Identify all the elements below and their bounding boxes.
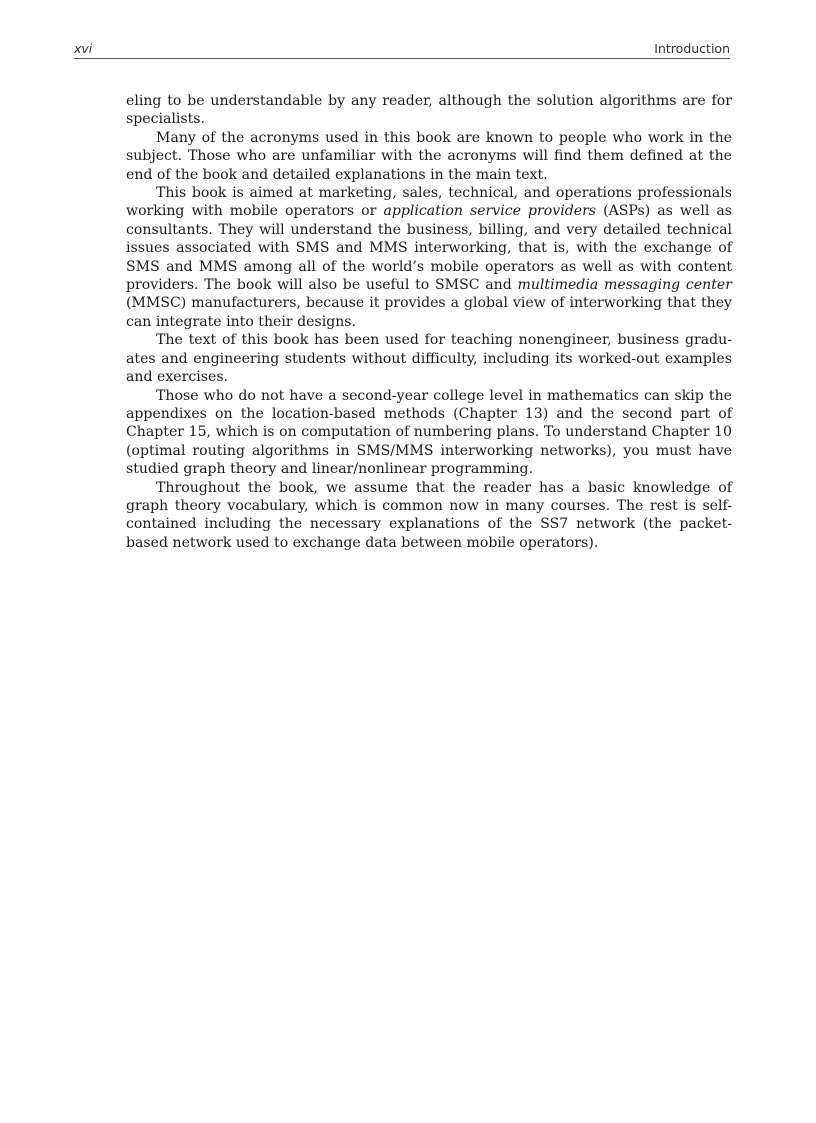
paragraph-audience-part: (MMSC) manufacturers, because it provides a global view of interworking that they can integrate into their designs. <box>126 295 732 330</box>
paragraph-graph-theory: Throughout the book, we assume that the reader has a basic knowledge of graph theory vocabulary, which is common now in many courses. The rest is self-contained including the necessary explanations of the SS7 network (the packet-based network used to exchange data between mobile operators). <box>126 479 732 551</box>
paragraph-audience-part: (ASPs) as well as consultants. They will understand the business, billing, and very detailed technical issues associated with SMS and MMS interworking, that is, with the exchange of SMS and MMS among all of the world’s mobile operators as well as with content providers. The book will also be useful to SMSC and <box>126 203 733 294</box>
paragraph-audience <box>126 184 732 331</box>
running-head-section: Introduction <box>654 41 730 56</box>
paragraph-audience-part: This book is aimed at marketing, sales, technical, and operations professionals working with mobile operators or <box>126 185 732 220</box>
term-application-service-providers: application service providers <box>383 203 597 220</box>
paragraph-mathematics: Those who do not have a second-year college level in mathematics can skip the appendixes on the location-based methods (Chapter 13) and the second part of Chapter 15, which is on computation of numbering plans. To understand Chapter 10 (optimal routing algorithms in SMS/MMS interworking networks), you must have studied graph theory and linear/nonlinear programming. <box>126 387 732 478</box>
page-number: xvi <box>74 41 93 56</box>
paragraph-continued: eling to be understandable by any reader, although the solution algorithms are for specialists. <box>126 93 732 128</box>
paragraph-acronyms: Many of the acronyms used in this book are known to people who work in the subject. Those who are unfamiliar with the acronyms will find them defined at the end of the book and detailed explanations in the main text. <box>126 129 732 183</box>
body-text <box>126 92 732 552</box>
paragraph-teaching: The text of this book has been used for teaching nonengineer, business graduates and engineering students without difficulty, including its worked-out examples and exercises. <box>126 332 732 386</box>
term-multimedia-messaging-center: multimedia messaging center <box>517 277 732 294</box>
running-head <box>74 40 730 59</box>
